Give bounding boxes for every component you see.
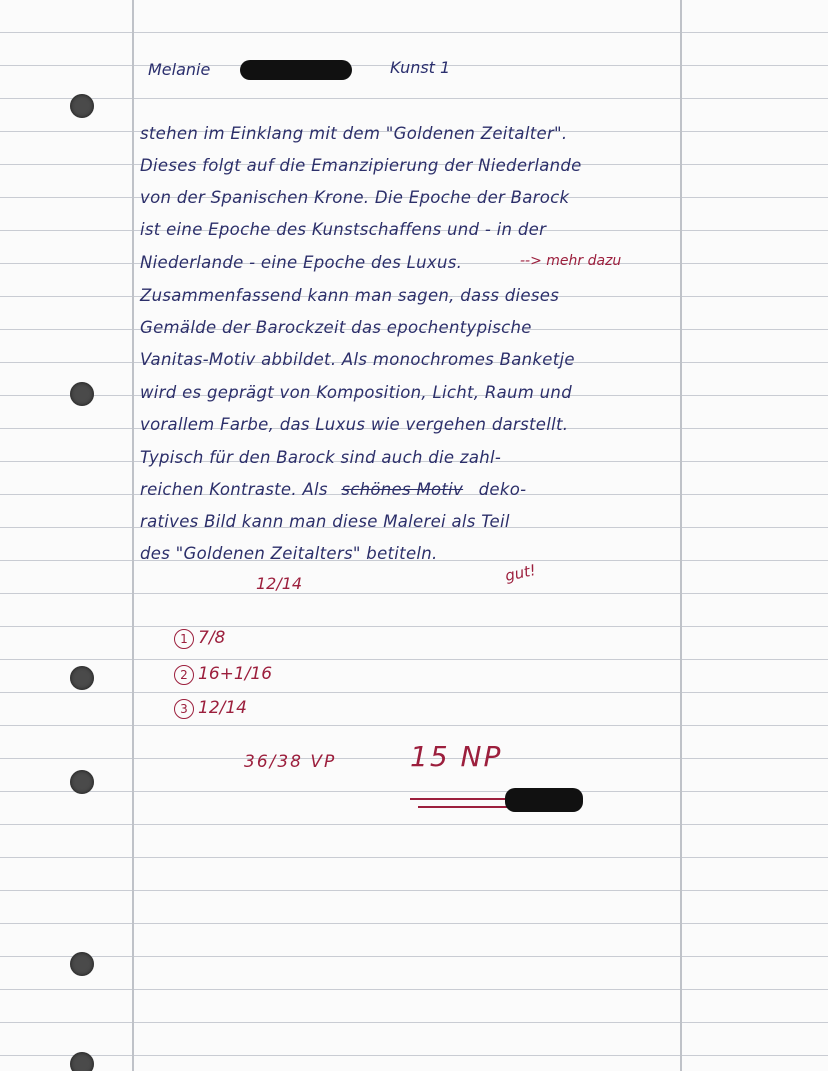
essay-line: ist eine Epoche des Kunstschaffens und - in der xyxy=(140,220,547,239)
essay-line: Niederlande - eine Epoche des Luxus. xyxy=(140,253,463,272)
essay-line: Zusammenfassend kann man sagen, dass dieses xyxy=(140,286,560,305)
left-margin-line xyxy=(132,0,134,1071)
score-item-1 xyxy=(174,628,225,649)
essay-line: von der Spanischen Krone. Die Epoche der Barock xyxy=(140,188,570,207)
punch-hole xyxy=(70,94,94,118)
signature-stroke xyxy=(418,806,508,808)
right-margin-line xyxy=(680,0,682,1071)
praise-note: gut! xyxy=(503,560,538,586)
student-name: Melanie xyxy=(148,60,211,79)
essay-line: des "Goldenen Zeitalters" betiteln. xyxy=(140,544,438,563)
margin-note: --> mehr dazu xyxy=(520,253,622,269)
punch-hole xyxy=(70,382,94,406)
section-score: 12/14 xyxy=(256,574,303,593)
punch-hole xyxy=(70,770,94,794)
punch-hole xyxy=(70,666,94,690)
struck-text: schönes Motiv xyxy=(341,480,464,499)
score-item-2 xyxy=(174,664,272,685)
signature-stroke xyxy=(410,798,510,800)
subject-label: Kunst 1 xyxy=(390,58,451,77)
essay-line xyxy=(140,480,526,499)
essay-line: Typisch für den Barock sind auch die zahl- xyxy=(140,448,502,467)
total-vp: 36/38 VP xyxy=(244,752,337,772)
essay-line: stehen im Einklang mit dem "Goldenen Zeitalter". xyxy=(140,124,568,143)
essay-line: wird es geprägt von Komposition, Licht, Raum und xyxy=(140,383,572,402)
score-item-3 xyxy=(174,698,247,719)
punch-hole xyxy=(70,1052,94,1071)
score-value: 12/14 xyxy=(198,698,247,718)
score-value: 16+1/16 xyxy=(198,664,273,684)
score-value: 7/8 xyxy=(198,628,226,648)
essay-line: ratives Bild kann man diese Malerei als Teil xyxy=(140,512,510,531)
score-number: 1 xyxy=(174,629,194,649)
essay-line-text: reichen Kontraste. Als xyxy=(140,480,328,499)
score-number: 3 xyxy=(174,699,194,719)
redaction-bar xyxy=(240,60,352,80)
essay-line-end: deko- xyxy=(478,480,527,499)
essay-line: vorallem Farbe, das Luxus wie vergehen darstellt. xyxy=(140,415,569,434)
essay-line: Vanitas-Motiv abbildet. Als monochromes Banketje xyxy=(140,350,575,369)
essay-line: Dieses folgt auf die Emanzipierung der Niederlande xyxy=(140,156,582,175)
score-number: 2 xyxy=(174,665,194,685)
signature-redaction xyxy=(505,788,583,812)
punch-hole xyxy=(70,952,94,976)
essay-line: Gemälde der Barockzeit das epochentypische xyxy=(140,318,532,337)
total-np: 15 NP xyxy=(410,740,503,773)
